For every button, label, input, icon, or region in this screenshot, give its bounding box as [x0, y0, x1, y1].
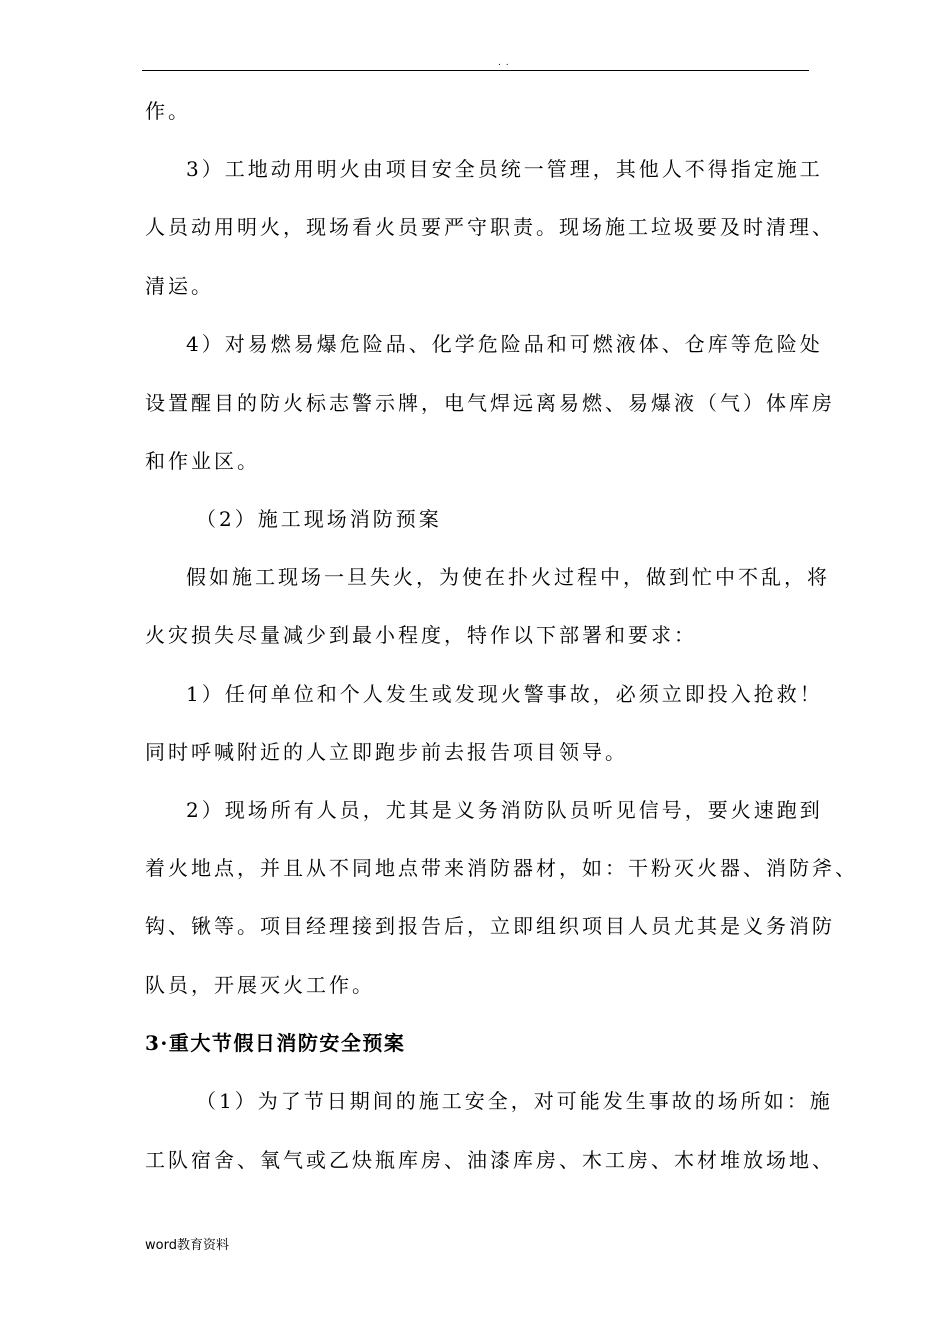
- body-line: 4）对易燃易爆危险品、化学危险品和可燃液体、仓库等危险处: [186, 332, 823, 356]
- section-title: 3·重大节假日消防安全预案: [145, 1031, 406, 1055]
- body-line: 着火地点，并且从不同地点带来消防器材，如：干粉灭火器、消防斧、: [145, 856, 858, 880]
- body-line: 清运。: [145, 274, 214, 298]
- header-rule: [142, 70, 809, 71]
- body-line: 假如施工现场一旦失火，为使在扑火过程中，做到忙中不乱，将: [186, 565, 830, 589]
- section-heading: （2）施工现场消防预案: [196, 507, 442, 531]
- body-line: 同时呼喊附近的人立即跑步前去报告项目领导。: [145, 740, 628, 764]
- body-line: 队员，开展灭火工作。: [145, 973, 375, 997]
- header-mark: . .: [498, 58, 510, 68]
- body-line: （1）为了节日期间的施工安全，对可能发生事故的场所如：施: [196, 1089, 833, 1113]
- body-line: 作。: [145, 99, 191, 123]
- body-line: 1）任何单位和个人发生或发现火警事故，必须立即投入抢救！: [186, 682, 823, 706]
- body-line: 工队宿舍、氧气或乙炔瓶库房、油漆库房、木工房、木材堆放场地、: [145, 1148, 835, 1172]
- body-line: 3）工地动用明火由项目安全员统一管理，其他人不得指定施工: [186, 157, 823, 181]
- body-line: 2）现场所有人员，尤其是义务消防队员听见信号，要火速跑到: [186, 798, 823, 822]
- body-line: 钩、锹等。项目经理接到报告后，立即组织项目人员尤其是义务消防: [145, 914, 835, 938]
- body-line: 人员动用明火，现场看火员要严守职责。现场施工垃圾要及时清理、: [145, 215, 835, 239]
- body-line: 和作业区。: [145, 449, 260, 473]
- body-line: 设置醒目的防火标志警示牌，电气焊远离易燃、易爆液（气）体库房: [145, 391, 835, 415]
- footer-text: word教育资料: [145, 1238, 229, 1253]
- body-line: 火灾损失尽量减少到最小程度，特作以下部署和要求：: [145, 623, 697, 647]
